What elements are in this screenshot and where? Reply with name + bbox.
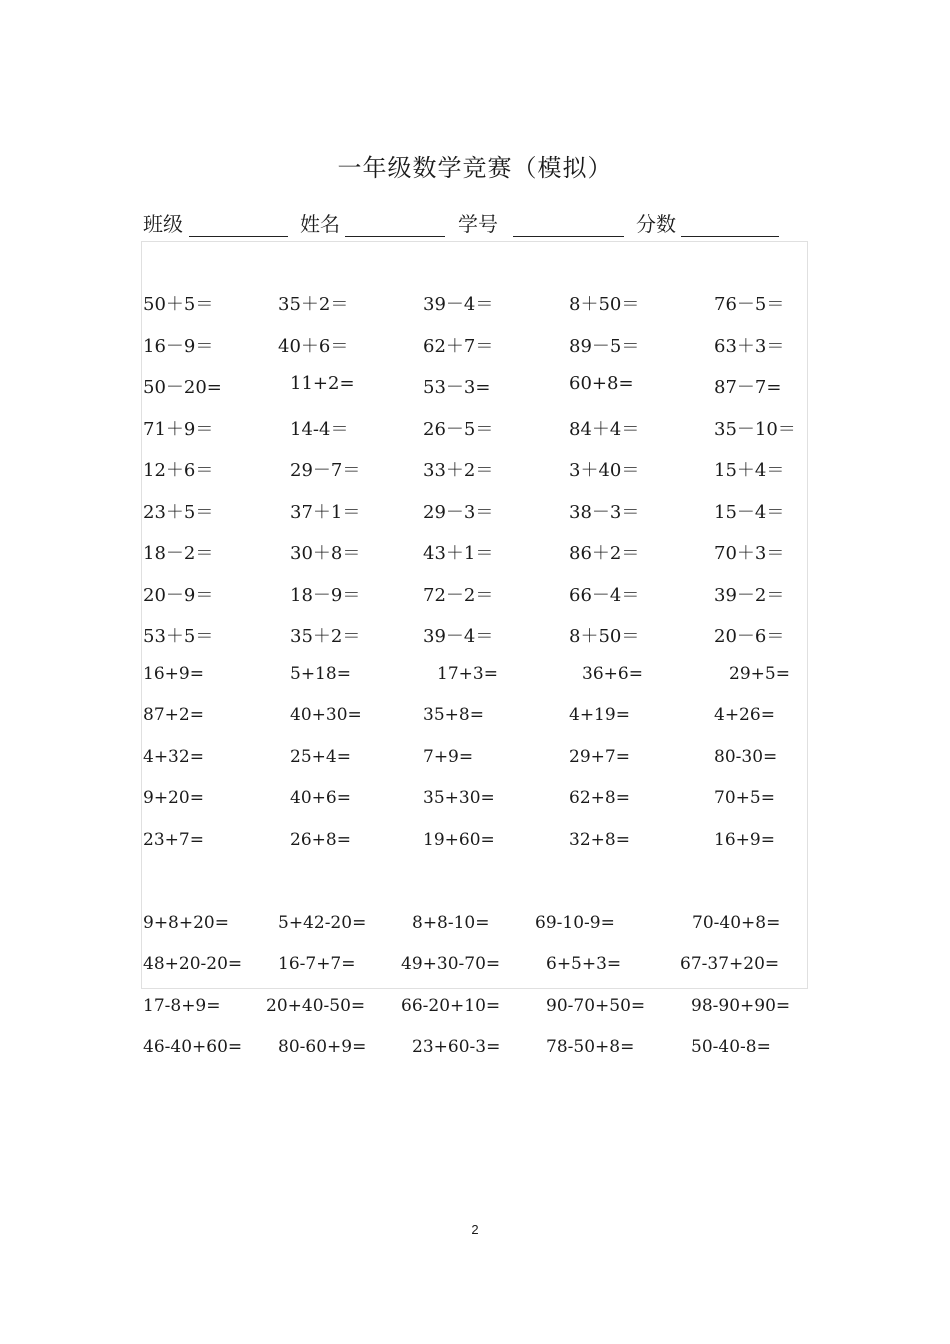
problem-item: 20+40-50=: [266, 996, 366, 1016]
problem-item: 19+60=: [423, 830, 495, 850]
problem-item: 48+20-20=: [143, 954, 243, 974]
problem-item: 9+20=: [143, 788, 204, 808]
problem-item: 12＋6＝: [143, 460, 214, 481]
problem-item: 80-60+9=: [278, 1037, 367, 1057]
problem-item: 20－9＝: [143, 585, 214, 606]
problem-item: 9+8+20=: [143, 913, 229, 933]
problem-item: 5+42-20=: [278, 913, 367, 933]
problem-item: 69-10-9=: [535, 913, 615, 933]
problem-item: 76－5＝: [714, 294, 785, 315]
problem-item: 70＋3＝: [714, 543, 785, 564]
problem-item: 17-8+9=: [143, 996, 221, 1016]
problem-item: 71＋9＝: [143, 419, 214, 440]
problem-item: 98-90+90=: [691, 996, 791, 1016]
problem-item: 43＋1＝: [423, 543, 494, 564]
problem-item: 11+2=: [290, 373, 355, 394]
problem-item: 3＋40＝: [569, 460, 640, 481]
problem-item: 30＋8＝: [290, 543, 361, 564]
problem-item: 39－4＝: [423, 294, 494, 315]
problem-item: 66-20+10=: [401, 996, 501, 1016]
problem-item: 50-40-8=: [691, 1037, 771, 1057]
student-info-row: [0, 208, 950, 242]
problem-item: 29－3＝: [423, 502, 494, 523]
problem-item: 23＋5＝: [143, 502, 214, 523]
problem-item: 26+8=: [290, 830, 351, 850]
problem-item: 23+60-3=: [412, 1037, 501, 1057]
problem-item: 38－3＝: [569, 502, 640, 523]
problem-item: 62＋7＝: [423, 336, 494, 357]
problem-item: 16+9=: [143, 664, 204, 684]
problem-item: 8+8-10=: [412, 913, 490, 933]
problem-item: 86＋2＝: [569, 543, 640, 564]
problem-item: 29+5=: [729, 664, 790, 684]
problem-item: 18－9＝: [290, 585, 361, 606]
name-blank: [345, 236, 445, 237]
problem-item: 20－6＝: [714, 626, 785, 647]
problem-item: 40+6=: [290, 788, 351, 808]
problem-item: 36+6=: [582, 664, 643, 684]
problem-item: 16+9=: [714, 830, 775, 850]
score-blank: [681, 236, 779, 237]
page-title: 一年级数学竞赛（模拟）: [337, 154, 613, 182]
problem-item: 18－2＝: [143, 543, 214, 564]
problem-item: 25+4=: [290, 747, 351, 767]
problem-item: 87+2=: [143, 705, 204, 725]
problem-item: 35＋2＝: [278, 294, 349, 315]
class-label: 班级: [143, 212, 183, 236]
problem-item: 60+8=: [569, 373, 634, 394]
problem-item: 7+9=: [423, 747, 474, 767]
problem-item: 78-50+8=: [546, 1037, 635, 1057]
problem-item: 63＋3＝: [714, 336, 785, 357]
problem-item: 37＋1＝: [290, 502, 361, 523]
problem-item: 16-7+7=: [278, 954, 356, 974]
problem-item: 90-70+50=: [546, 996, 646, 1016]
problem-item: 50＋5＝: [143, 294, 214, 315]
problem-item: 46-40+60=: [143, 1037, 243, 1057]
problem-item: 8＋50＝: [569, 626, 640, 647]
problem-item: 29－7＝: [290, 460, 361, 481]
problem-item: 5+18=: [290, 664, 351, 684]
problem-item: 40+30=: [290, 705, 362, 725]
problem-item: 35－10＝: [714, 419, 796, 440]
problem-item: 15＋4＝: [714, 460, 785, 481]
problem-item: 89－5＝: [569, 336, 640, 357]
class-blank: [189, 236, 288, 237]
score-label: 分数: [636, 212, 676, 236]
problem-item: 35＋2＝: [290, 626, 361, 647]
problem-item: 15－4＝: [714, 502, 785, 523]
problem-item: 66－4＝: [569, 585, 640, 606]
problem-item: 53－3=: [423, 377, 491, 398]
problem-item: 23+7=: [143, 830, 204, 850]
problem-item: 49+30-70=: [401, 954, 501, 974]
problem-item: 16－9＝: [143, 336, 214, 357]
problem-item: 14-4＝: [290, 419, 349, 440]
problem-item: 39－4＝: [423, 626, 494, 647]
problem-item: 67-37+20=: [680, 954, 780, 974]
problem-item: 29+7=: [569, 747, 630, 767]
problem-item: 62+8=: [569, 788, 630, 808]
problem-item: 70-40+8=: [692, 913, 781, 933]
problem-item: 8＋50＝: [569, 294, 640, 315]
problem-item: 84＋4＝: [569, 419, 640, 440]
problem-item: 35+8=: [423, 705, 484, 725]
page-number: 2: [471, 1222, 479, 1237]
problem-item: 4+26=: [714, 705, 775, 725]
problem-item: 39－2＝: [714, 585, 785, 606]
problem-item: 80-30=: [714, 747, 778, 767]
problem-item: 35+30=: [423, 788, 495, 808]
problem-item: 87－7=: [714, 377, 782, 398]
problem-item: 26－5＝: [423, 419, 494, 440]
problem-item: 53＋5＝: [143, 626, 214, 647]
problem-item: 72－2＝: [423, 585, 494, 606]
problem-item: 6+5+3=: [546, 954, 622, 974]
name-label: 姓名: [300, 212, 340, 236]
problem-item: 50－20=: [143, 377, 222, 398]
student-id-blank: [513, 236, 624, 237]
problem-item: 4+32=: [143, 747, 204, 767]
problem-item: 33＋2＝: [423, 460, 494, 481]
student-id-label: 学号: [458, 212, 498, 236]
problem-item: 17+3=: [437, 664, 498, 684]
problem-item: 32+8=: [569, 830, 630, 850]
problem-item: 70+5=: [714, 788, 775, 808]
problem-item: 40＋6＝: [278, 336, 349, 357]
problem-item: 4+19=: [569, 705, 630, 725]
